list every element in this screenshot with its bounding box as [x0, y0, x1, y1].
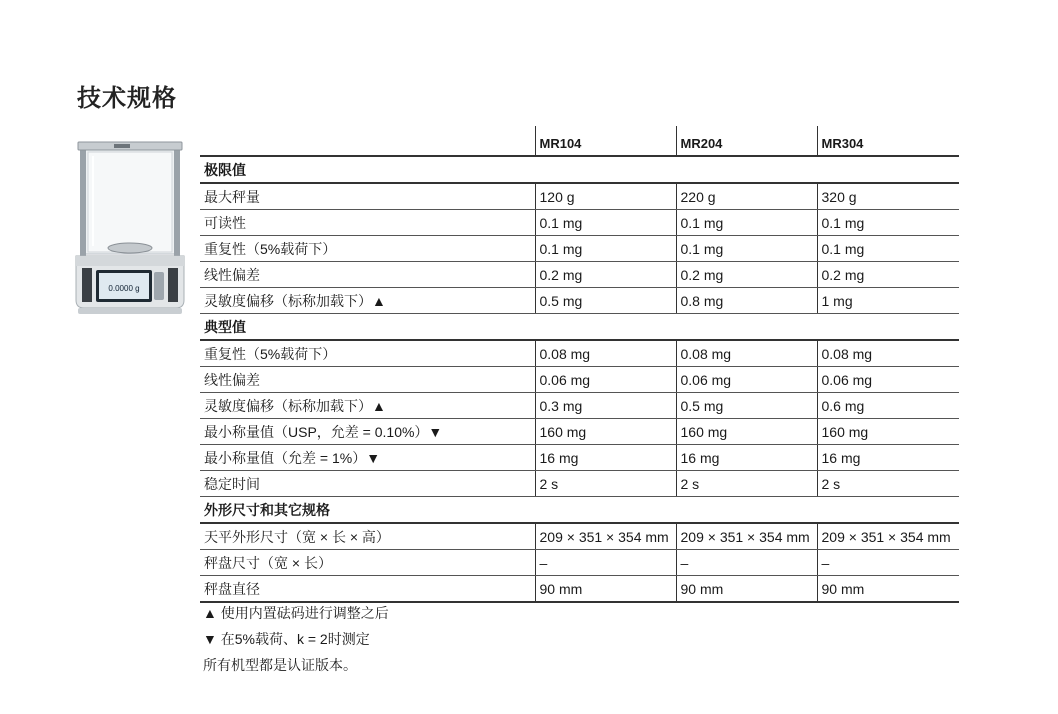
cell-value: 16 mg	[535, 445, 676, 471]
table-row	[200, 236, 959, 262]
section-row	[200, 156, 959, 183]
cell-value: 0.06 mg	[535, 367, 676, 393]
model-header: MR204	[676, 126, 817, 156]
row-label: 秤盘尺寸（宽 × 长）	[200, 550, 535, 576]
cell-value: 0.2 mg	[676, 262, 817, 288]
cell-value: 0.08 mg	[817, 340, 959, 367]
table-row	[200, 210, 959, 236]
table-row	[200, 262, 959, 288]
cell-value: 16 mg	[817, 445, 959, 471]
cell-value: 209 × 351 × 354 mm	[676, 523, 817, 550]
row-label: 重复性（5%载荷下）	[200, 340, 535, 367]
cell-value: 0.1 mg	[817, 236, 959, 262]
analytical-balance-image	[74, 140, 186, 326]
row-label: 秤盘直径	[200, 576, 535, 603]
row-label: 线性偏差	[200, 367, 535, 393]
cell-value: 0.06 mg	[817, 367, 959, 393]
cell-value: 160 mg	[535, 419, 676, 445]
cell-value: 120 g	[535, 183, 676, 210]
cell-value: 1 mg	[817, 288, 959, 314]
cell-value: 2 s	[676, 471, 817, 497]
cell-value: 0.5 mg	[676, 393, 817, 419]
cell-value: 90 mm	[817, 576, 959, 603]
cell-value: –	[535, 550, 676, 576]
cell-value: 0.8 mg	[676, 288, 817, 314]
table-row	[200, 419, 959, 445]
header-spacer	[200, 126, 535, 156]
row-label: 最小称量值（USP，允差 = 0.10%）▼	[200, 419, 535, 445]
row-label: 可读性	[200, 210, 535, 236]
header-row	[200, 126, 959, 156]
cell-value: 0.1 mg	[817, 210, 959, 236]
cell-value: 0.2 mg	[817, 262, 959, 288]
row-label: 最小称量值（允差 = 1%）▼	[200, 445, 535, 471]
table-row	[200, 367, 959, 393]
row-label: 灵敏度偏移（标称加载下）▲	[200, 288, 535, 314]
cell-value: 0.6 mg	[817, 393, 959, 419]
cell-value: 16 mg	[676, 445, 817, 471]
row-label: 灵敏度偏移（标称加载下）▲	[200, 393, 535, 419]
cell-value: –	[676, 550, 817, 576]
table-row	[200, 183, 959, 210]
footnote-triangle-down: ▼ 在5%载荷、k = 2时测定	[203, 631, 370, 647]
balance-display-reading: 0.0000 g	[108, 284, 140, 293]
section-heading: 外形尺寸和其它规格	[200, 497, 959, 524]
cell-value: 0.3 mg	[535, 393, 676, 419]
row-label: 重复性（5%载荷下）	[200, 236, 535, 262]
page-title: 技术规格	[77, 85, 177, 112]
cell-value: 90 mm	[535, 576, 676, 603]
cell-value: 0.2 mg	[535, 262, 676, 288]
table-row	[200, 471, 959, 497]
cell-value: 0.5 mg	[535, 288, 676, 314]
row-label: 稳定时间	[200, 471, 535, 497]
cell-value: –	[817, 550, 959, 576]
cell-value: 0.1 mg	[535, 210, 676, 236]
section-row	[200, 497, 959, 524]
cell-value: 209 × 351 × 354 mm	[535, 523, 676, 550]
cell-value: 209 × 351 × 354 mm	[817, 523, 959, 550]
table-row	[200, 445, 959, 471]
section-heading: 典型值	[200, 314, 959, 341]
table-row	[200, 288, 959, 314]
table-row	[200, 550, 959, 576]
table-row	[200, 523, 959, 550]
cell-value: 0.1 mg	[676, 236, 817, 262]
row-label: 天平外形尺寸（宽 × 长 × 高）	[200, 523, 535, 550]
footnotes	[203, 600, 389, 678]
cell-value: 160 mg	[676, 419, 817, 445]
model-header: MR104	[535, 126, 676, 156]
cell-value: 0.1 mg	[535, 236, 676, 262]
spec-table	[200, 126, 959, 603]
section-row	[200, 314, 959, 341]
cell-value: 220 g	[676, 183, 817, 210]
cell-value: 2 s	[535, 471, 676, 497]
row-label: 最大秤量	[200, 183, 535, 210]
section-heading: 极限值	[200, 156, 959, 183]
row-label: 线性偏差	[200, 262, 535, 288]
cell-value: 0.06 mg	[676, 367, 817, 393]
cell-value: 90 mm	[676, 576, 817, 603]
table-row	[200, 576, 959, 603]
cell-value: 160 mg	[817, 419, 959, 445]
cell-value: 2 s	[817, 471, 959, 497]
model-header: MR304	[817, 126, 959, 156]
cell-value: 0.08 mg	[676, 340, 817, 367]
footnote-triangle-up: ▲ 使用内置砝码进行调整之后	[203, 605, 389, 621]
footnote-certified: 所有机型都是认证版本。	[203, 657, 357, 673]
table-row	[200, 393, 959, 419]
cell-value: 0.1 mg	[676, 210, 817, 236]
cell-value: 320 g	[817, 183, 959, 210]
cell-value: 0.08 mg	[535, 340, 676, 367]
table-row	[200, 340, 959, 367]
